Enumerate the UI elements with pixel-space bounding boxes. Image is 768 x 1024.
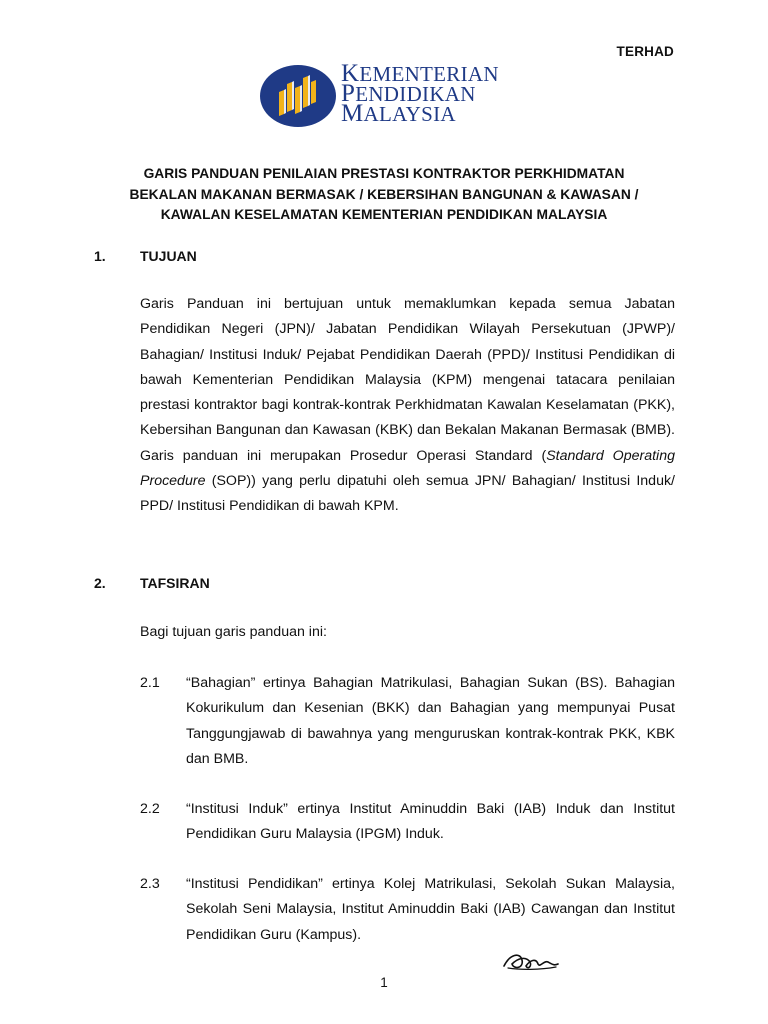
definition-text: “Institusi Pendidikan” ertinya Kolej Matrikulasi, Sekolah Sukan Malaysia, Sekolah Seni Malaysia, Institut Aminuddin Baki (IAB) Cawangan dan Institut Pendidikan Guru (Kampus). xyxy=(186,876,675,943)
section-2-title: TAFSIRAN xyxy=(140,575,210,591)
logo-line2-text: ENDIDIKAN xyxy=(355,82,476,106)
ministry-emblem-icon xyxy=(258,62,340,130)
logo-line1-initial: K xyxy=(341,60,360,87)
definition-number: 2.2 xyxy=(140,801,160,817)
title-line-1: GARIS PANDUAN PENILAIAN PRESTASI KONTRAKTOR PERKHIDMATAN xyxy=(143,166,625,181)
section-1-text-part1: Garis Panduan ini bertujuan untuk memaklumkan kepada semua Jabatan Pendidikan Negeri (JPN)/ Jabatan Pendidikan Wilayah Persekutuan (JPWP)/ Bahagian/ Institusi Induk/ Pejabat Pendidikan Daerah (PPD)/ Institusi Pendidikan di bawah Kementerian Pendidikan Malaysia (KPM) mengenai tatacara penilaian prestasi kontraktor bagi kontrak-kontrak Perkhidmatan Kawalan Keselamatan (PKK), Kebersihan Bangunan dan Kawasan (KBK) dan Bekalan Makanan Bermasak (BMB). Garis panduan ini merupakan Prosedur Operasi Standard ( xyxy=(140,296,675,464)
ministry-logo xyxy=(258,62,518,130)
definition-number: 2.1 xyxy=(140,675,160,691)
section-2-intro: Bagi tujuan garis panduan ini: xyxy=(140,624,327,640)
definition-text: “Institusi Induk” ertinya Institut Aminuddin Baki (IAB) Induk dan Institut Pendidikan Guru Malaysia (IPGM) Induk. xyxy=(186,801,675,843)
logo-line3-initial: M xyxy=(341,100,364,127)
document-title xyxy=(70,164,698,226)
definition-number: 2.3 xyxy=(140,876,160,892)
title-line-2: BEKALAN MAKANAN BERMASAK / KEBERSIHAN BANGUNAN & KAWASAN / xyxy=(129,186,639,202)
section-1-title: TUJUAN xyxy=(140,248,197,264)
logo-line1-text: EMENTERIAN xyxy=(359,62,499,86)
logo-line2-initial: P xyxy=(341,80,356,107)
signature-initials xyxy=(500,948,560,974)
definition-text: “Bahagian” ertinya Bahagian Matrikulasi, Bahagian Sukan (BS). Bahagian Kokurikulum dan Kesenian (BKK) dan Bahagian yang mempunyai Pusat Tanggungjawab di bawahnya yang menguruskan kontrak-kontrak PKK, KBK dan BMB. xyxy=(186,675,675,767)
section-1-paragraph xyxy=(140,292,675,520)
ministry-name xyxy=(341,60,499,127)
title-line-3: KAWALAN KESELAMATAN KEMENTERIAN PENDIDIKAN MALAYSIA xyxy=(160,207,608,222)
classification-label: TERHAD xyxy=(616,44,674,59)
page-number: 1 xyxy=(380,975,388,990)
section-2-number: 2. xyxy=(94,575,106,591)
logo-line3-text: ALAYSIA xyxy=(363,102,456,126)
section-1-text-italic: Standard Operating Procedure xyxy=(140,447,675,490)
section-1-text-part2: (SOP)) yang perlu dipatuhi oleh semua JPN/ Bahagian/ Institusi Induk/ PPD/ Institusi Pendidikan di bawah KPM. xyxy=(140,473,675,515)
section-1-number: 1. xyxy=(94,248,106,264)
